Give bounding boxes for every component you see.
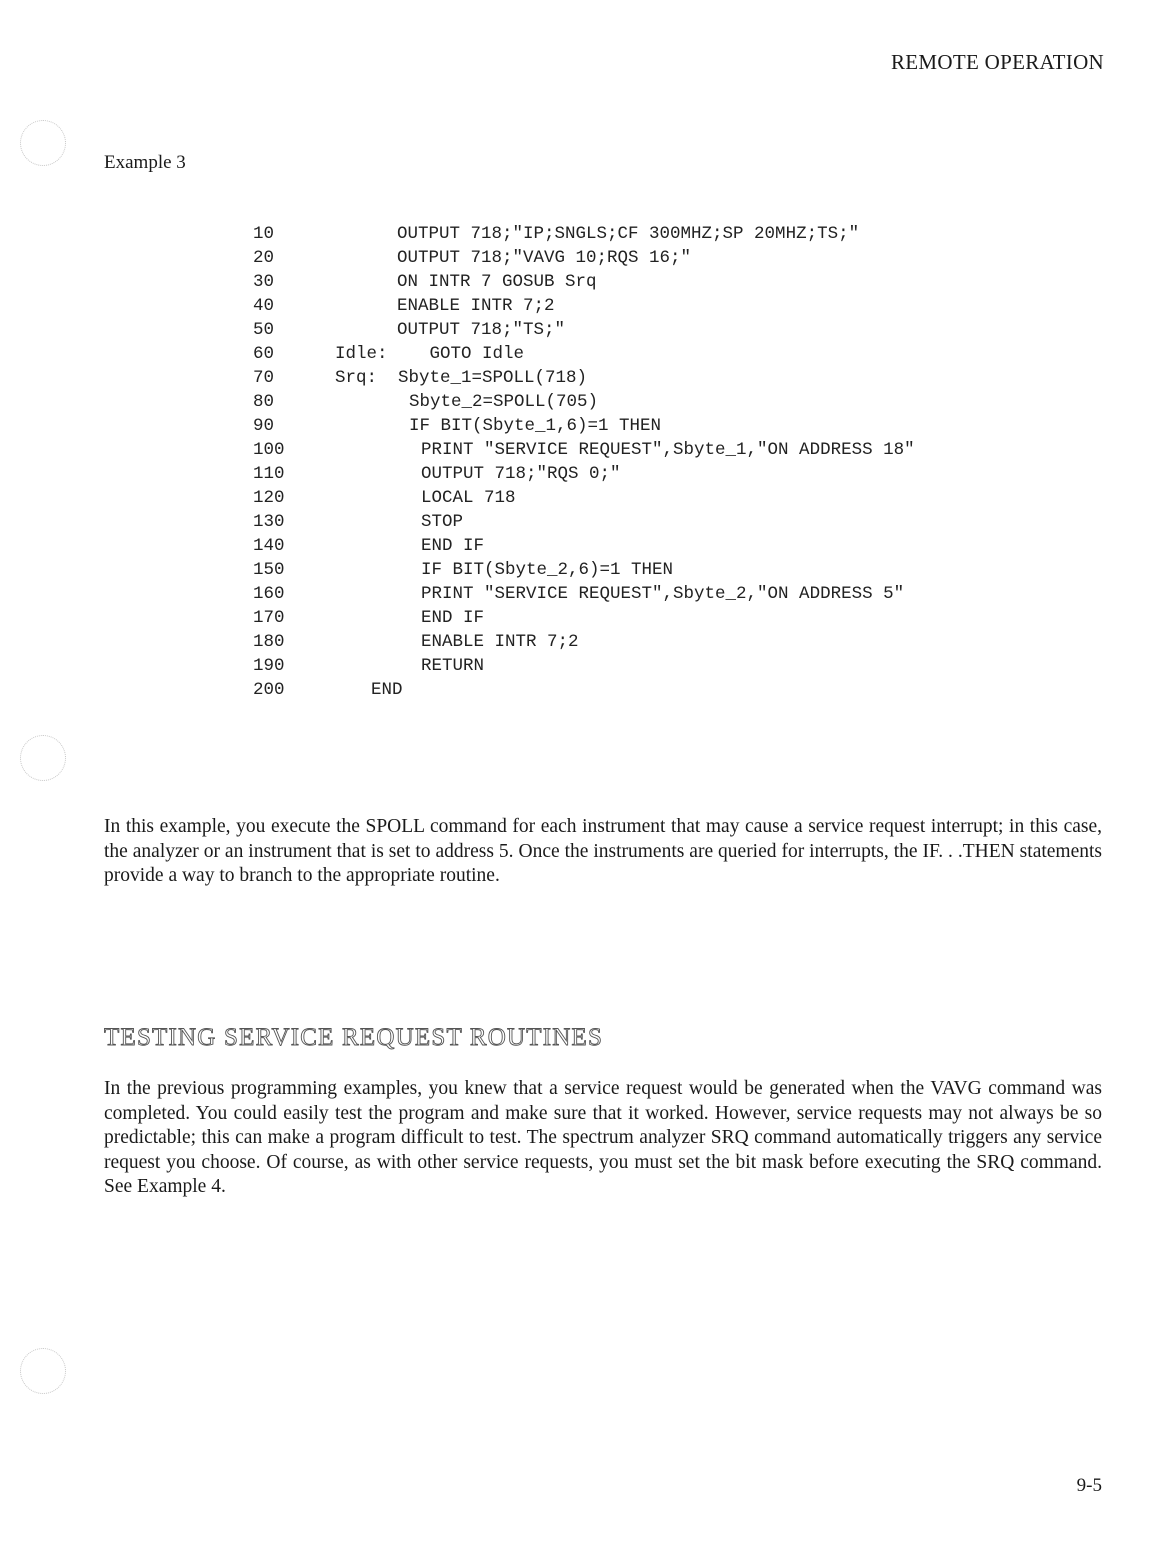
code-text: OUTPUT 718;"RQS 0;" bbox=[421, 464, 621, 484]
line-number: 110 bbox=[253, 464, 285, 484]
code-text: PRINT "SERVICE REQUEST",Sbyte_1,"ON ADDRESS 18" bbox=[421, 440, 915, 460]
example-label: Example 3 bbox=[104, 152, 186, 173]
line-number: 10 bbox=[253, 224, 275, 244]
line-number: 120 bbox=[253, 488, 285, 508]
body-paragraph: In this example, you execute the SPOLL command for each instrument that may cause a service request interrupt; in this case, the analyzer or an instrument that is set to address 5. Once the instruments are queried for interrupts, the IF. . .THEN statements provide a way to branch to the appropriate routine. bbox=[104, 816, 1102, 886]
code-text: OUTPUT 718;"VAVG 10;RQS 16;" bbox=[397, 248, 692, 268]
code-text: IF BIT(Sbyte_2,6)=1 THEN bbox=[421, 560, 674, 580]
code-text: Sbyte_2=SPOLL(705) bbox=[409, 392, 599, 412]
line-number: 100 bbox=[253, 440, 285, 460]
line-number: 140 bbox=[253, 536, 285, 556]
line-number: 80 bbox=[253, 392, 275, 412]
line-number: 130 bbox=[253, 512, 285, 532]
running-head: REMOTE OPERATION bbox=[890, 50, 1104, 74]
code-text: IF BIT(Sbyte_1,6)=1 THEN bbox=[409, 416, 662, 436]
line-number: 70 bbox=[253, 368, 275, 388]
code-text: LOCAL 718 bbox=[421, 488, 516, 508]
body-paragraph: In the previous programming examples, you knew that a service request would be generated when the VAVG command was completed. You could easily test the program and make sure that it worked. However, service requests may not always be so predictable; this can make a program difficult to test. The spectrum analyzer SRQ command automatically triggers any service request you choose. Of course, as with other service requests, you must set the bit mask before executing the SRQ command. See Example 4. bbox=[104, 1078, 1102, 1197]
line-number: 170 bbox=[253, 608, 285, 628]
line-number: 20 bbox=[253, 248, 275, 268]
line-number: 30 bbox=[253, 272, 275, 292]
line-number: 200 bbox=[253, 680, 285, 700]
code-text: ENABLE INTR 7;2 bbox=[421, 632, 579, 652]
line-number: 90 bbox=[253, 416, 275, 436]
binder-hole bbox=[20, 735, 66, 781]
code-text: PRINT "SERVICE REQUEST",Sbyte_2,"ON ADDRESS 5" bbox=[421, 584, 905, 604]
code-text: ENABLE INTR 7;2 bbox=[397, 296, 555, 316]
line-number: 150 bbox=[253, 560, 285, 580]
code-text: OUTPUT 718;"TS;" bbox=[397, 320, 566, 340]
code-text: RETURN bbox=[421, 656, 485, 676]
code-text: OUTPUT 718;"IP;SNGLS;CF 300MHZ;SP 20MHZ;TS;" bbox=[397, 224, 860, 244]
line-number: 60 bbox=[253, 344, 275, 364]
line-number: 180 bbox=[253, 632, 285, 652]
code-text: ON INTR 7 GOSUB Srq bbox=[397, 272, 597, 292]
line-number: 190 bbox=[253, 656, 285, 676]
page-number: 9-5 bbox=[1076, 1475, 1102, 1496]
code-text: STOP bbox=[421, 512, 464, 532]
code-text: Idle: GOTO Idle bbox=[335, 344, 525, 364]
code-text: END IF bbox=[421, 608, 485, 628]
binder-hole bbox=[20, 1348, 66, 1394]
line-number: 160 bbox=[253, 584, 285, 604]
section-heading: TESTING SERVICE REQUEST ROUTINES bbox=[104, 1024, 604, 1051]
code-text: Srq: Sbyte_1=SPOLL(718) bbox=[335, 368, 588, 388]
binder-hole bbox=[20, 120, 66, 166]
line-number: 40 bbox=[253, 296, 275, 316]
code-text: END bbox=[371, 680, 403, 700]
code-text: END IF bbox=[421, 536, 485, 556]
line-number: 50 bbox=[253, 320, 275, 340]
